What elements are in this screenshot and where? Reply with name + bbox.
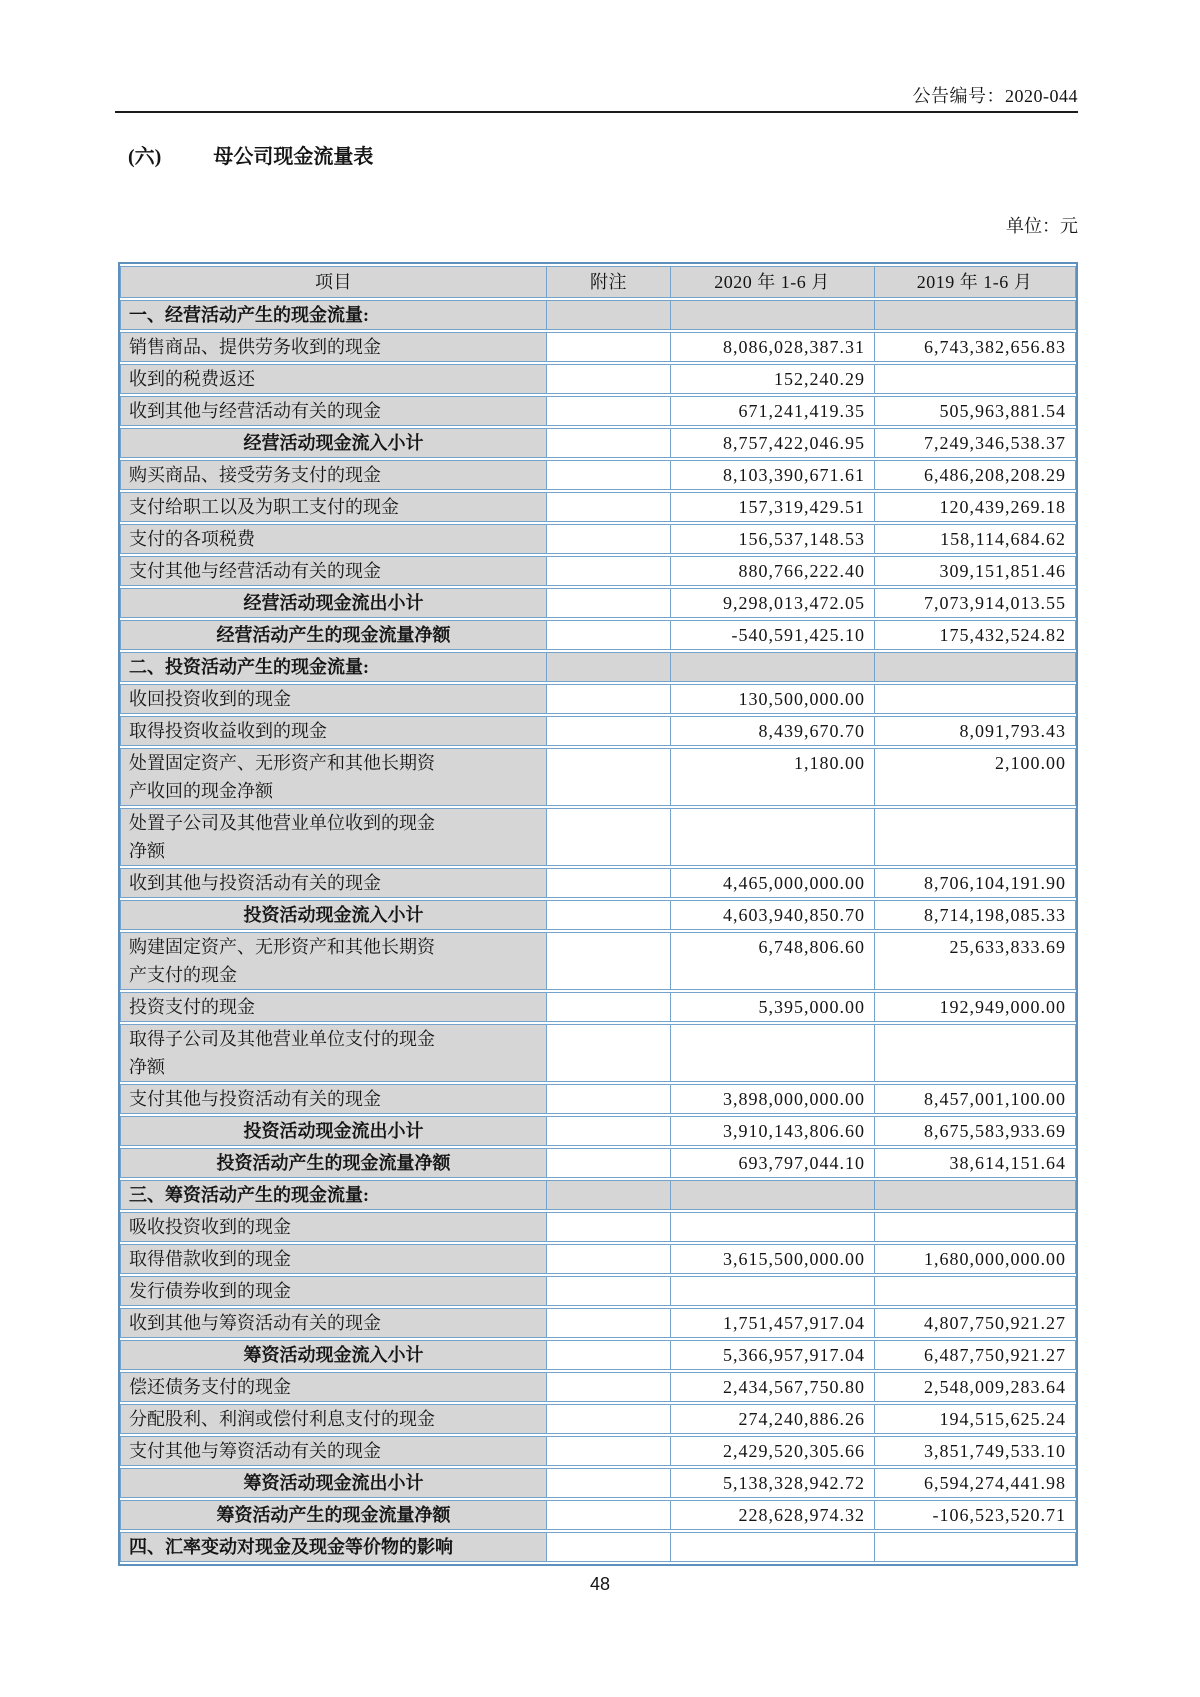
table-row	[120, 684, 1076, 714]
table-row	[120, 992, 1076, 1022]
row-label: 投资活动产生的现金流量净额	[120, 1148, 547, 1178]
page-title-text: 母公司现金流量表	[213, 146, 374, 168]
announcement-number: 公告编号：2020-044	[912, 86, 1078, 106]
row-value-2020	[670, 652, 875, 682]
table-row	[120, 1148, 1076, 1178]
row-note-cell	[546, 460, 671, 490]
table-row	[120, 1468, 1076, 1498]
row-value-2020: 5,138,328,942.72	[670, 1468, 875, 1498]
table-row	[120, 1308, 1076, 1338]
row-value-2019: 6,487,750,921.27	[874, 1340, 1076, 1370]
row-value-2019	[874, 364, 1076, 394]
row-label: 筹资活动产生的现金流量净额	[120, 1500, 547, 1530]
row-label: 收回投资收到的现金	[120, 684, 547, 714]
row-value-2020: 3,615,500,000.00	[670, 1244, 875, 1274]
row-value-2019: 6,486,208,208.29	[874, 460, 1076, 490]
row-note-cell	[546, 620, 671, 650]
row-value-2020: 8,086,028,387.31	[670, 332, 875, 362]
row-value-2020: 274,240,886.26	[670, 1404, 875, 1434]
row-label: 三、筹资活动产生的现金流量:	[120, 1180, 547, 1210]
table-row	[120, 748, 1076, 806]
row-value-2019: 2,100.00	[874, 748, 1076, 806]
row-value-2020: 4,603,940,850.70	[670, 900, 875, 930]
row-label: 偿还债务支付的现金	[120, 1372, 547, 1402]
row-note-cell	[546, 1084, 671, 1114]
row-value-2020: 2,434,567,750.80	[670, 1372, 875, 1402]
row-value-2019: 4,807,750,921.27	[874, 1308, 1076, 1338]
row-note-cell	[546, 1024, 671, 1082]
row-note-cell	[546, 1404, 671, 1434]
row-label: 取得借款收到的现金	[120, 1244, 547, 1274]
row-note-cell	[546, 932, 671, 990]
row-label: 取得子公司及其他营业单位支付的现金净额	[120, 1024, 547, 1082]
row-value-2019: 8,457,001,100.00	[874, 1084, 1076, 1114]
table-row	[120, 1436, 1076, 1466]
column-header-2019: 2019 年 1-6 月	[874, 266, 1076, 298]
table-row	[120, 808, 1076, 866]
row-label: 支付的各项税费	[120, 524, 547, 554]
row-note-cell	[546, 492, 671, 522]
table-row	[120, 1024, 1076, 1082]
row-value-2020: 693,797,044.10	[670, 1148, 875, 1178]
row-value-2020: 130,500,000.00	[670, 684, 875, 714]
row-note-cell	[546, 1372, 671, 1402]
row-value-2020	[670, 1024, 875, 1082]
row-value-2020: 8,439,670.70	[670, 716, 875, 746]
row-value-2019	[874, 808, 1076, 866]
row-label: 支付给职工以及为职工支付的现金	[120, 492, 547, 522]
table-row	[120, 428, 1076, 458]
row-value-2020: 157,319,429.51	[670, 492, 875, 522]
row-value-2020: 5,395,000.00	[670, 992, 875, 1022]
row-label: 分配股利、利润或偿付利息支付的现金	[120, 1404, 547, 1434]
row-value-2020: 1,180.00	[670, 748, 875, 806]
page-title-index: (六)	[128, 146, 162, 168]
row-label: 收到其他与投资活动有关的现金	[120, 868, 547, 898]
row-label: 经营活动现金流入小计	[120, 428, 547, 458]
row-label: 投资支付的现金	[120, 992, 547, 1022]
column-header-note: 附注	[546, 266, 671, 298]
row-label: 支付其他与筹资活动有关的现金	[120, 1436, 547, 1466]
row-note-cell	[546, 1308, 671, 1338]
row-value-2019: 7,249,346,538.37	[874, 428, 1076, 458]
page-number: 48	[589, 1574, 611, 1594]
row-value-2019	[874, 1276, 1076, 1306]
row-value-2019: 505,963,881.54	[874, 396, 1076, 426]
table-header-row	[120, 266, 1076, 298]
row-label: 收到其他与经营活动有关的现金	[120, 396, 547, 426]
row-value-2019: 8,714,198,085.33	[874, 900, 1076, 930]
row-value-2019: 25,633,833.69	[874, 932, 1076, 990]
row-value-2019: 8,706,104,191.90	[874, 868, 1076, 898]
row-value-2019: 6,594,274,441.98	[874, 1468, 1076, 1498]
table-row	[120, 396, 1076, 426]
row-value-2020	[670, 1532, 875, 1562]
row-value-2019: 158,114,684.62	[874, 524, 1076, 554]
row-note-cell	[546, 1180, 671, 1210]
row-value-2019: 8,675,583,933.69	[874, 1116, 1076, 1146]
table-row	[120, 652, 1076, 682]
row-value-2019: 192,949,000.00	[874, 992, 1076, 1022]
table-row	[120, 1212, 1076, 1242]
row-note-cell	[546, 684, 671, 714]
table-row	[120, 1404, 1076, 1434]
row-note-cell	[546, 1276, 671, 1306]
table-row	[120, 868, 1076, 898]
row-label: 投资活动现金流出小计	[120, 1116, 547, 1146]
row-value-2020: 1,751,457,917.04	[670, 1308, 875, 1338]
row-note-cell	[546, 1212, 671, 1242]
row-value-2019: 194,515,625.24	[874, 1404, 1076, 1434]
row-value-2020	[670, 1276, 875, 1306]
row-value-2020: 9,298,013,472.05	[670, 588, 875, 618]
row-label: 购买商品、接受劳务支付的现金	[120, 460, 547, 490]
row-note-cell	[546, 1532, 671, 1562]
row-value-2019: 1,680,000,000.00	[874, 1244, 1076, 1274]
row-label: 支付其他与经营活动有关的现金	[120, 556, 547, 586]
row-value-2019: 6,743,382,656.83	[874, 332, 1076, 362]
row-value-2019: 7,073,914,013.55	[874, 588, 1076, 618]
row-note-cell	[546, 396, 671, 426]
table-row	[120, 556, 1076, 586]
table-row	[120, 524, 1076, 554]
row-value-2019: -106,523,520.71	[874, 1500, 1076, 1530]
row-label: 四、汇率变动对现金及现金等价物的影响	[120, 1532, 547, 1562]
row-value-2020: 6,748,806.60	[670, 932, 875, 990]
table-row	[120, 1532, 1076, 1562]
row-note-cell	[546, 588, 671, 618]
row-label: 吸收投资收到的现金	[120, 1212, 547, 1242]
row-note-cell	[546, 868, 671, 898]
table-row	[120, 1244, 1076, 1274]
column-header-2020: 2020 年 1-6 月	[670, 266, 875, 298]
row-note-cell	[546, 364, 671, 394]
row-label: 二、投资活动产生的现金流量:	[120, 652, 547, 682]
row-note-cell	[546, 748, 671, 806]
row-note-cell	[546, 1500, 671, 1530]
row-note-cell	[546, 716, 671, 746]
row-value-2020: 8,103,390,671.61	[670, 460, 875, 490]
table-row	[120, 1180, 1076, 1210]
table-row	[120, 1116, 1076, 1146]
row-value-2020: 5,366,957,917.04	[670, 1340, 875, 1370]
row-note-cell	[546, 900, 671, 930]
row-value-2019	[874, 684, 1076, 714]
row-value-2020: 880,766,222.40	[670, 556, 875, 586]
table-row	[120, 1372, 1076, 1402]
row-note-cell	[546, 1340, 671, 1370]
table-row	[120, 1276, 1076, 1306]
row-value-2019: 8,091,793.43	[874, 716, 1076, 746]
row-value-2020	[670, 300, 875, 330]
row-note-cell	[546, 652, 671, 682]
row-value-2019: 38,614,151.64	[874, 1148, 1076, 1178]
row-label: 取得投资收益收到的现金	[120, 716, 547, 746]
row-value-2020: 4,465,000,000.00	[670, 868, 875, 898]
row-label: 支付其他与投资活动有关的现金	[120, 1084, 547, 1114]
row-note-cell	[546, 1148, 671, 1178]
row-value-2019: 175,432,524.82	[874, 620, 1076, 650]
cashflow-table	[118, 262, 1078, 1566]
row-label: 投资活动现金流入小计	[120, 900, 547, 930]
row-label: 筹资活动现金流出小计	[120, 1468, 547, 1498]
table-row	[120, 364, 1076, 394]
row-note-cell	[546, 1436, 671, 1466]
row-value-2019: 2,548,009,283.64	[874, 1372, 1076, 1402]
table-row	[120, 460, 1076, 490]
row-label: 处置固定资产、无形资产和其他长期资产收回的现金净额	[120, 748, 547, 806]
row-label: 销售商品、提供劳务收到的现金	[120, 332, 547, 362]
row-value-2019	[874, 300, 1076, 330]
column-header-item: 项目	[120, 266, 547, 298]
table-row	[120, 588, 1076, 618]
unit-label: 单位：元	[1006, 216, 1078, 236]
row-value-2020: 228,628,974.32	[670, 1500, 875, 1530]
row-note-cell	[546, 808, 671, 866]
row-label: 筹资活动现金流入小计	[120, 1340, 547, 1370]
table-row	[120, 332, 1076, 362]
table-row	[120, 300, 1076, 330]
row-note-cell	[546, 524, 671, 554]
row-value-2019	[874, 652, 1076, 682]
row-value-2020: 152,240.29	[670, 364, 875, 394]
row-label: 处置子公司及其他营业单位收到的现金净额	[120, 808, 547, 866]
row-label: 收到的税费返还	[120, 364, 547, 394]
row-value-2020: 3,910,143,806.60	[670, 1116, 875, 1146]
row-note-cell	[546, 332, 671, 362]
row-value-2020: -540,591,425.10	[670, 620, 875, 650]
row-note-cell	[546, 300, 671, 330]
row-value-2019	[874, 1024, 1076, 1082]
row-value-2020: 671,241,419.35	[670, 396, 875, 426]
header-rule	[115, 111, 1078, 113]
table-row	[120, 1084, 1076, 1114]
row-note-cell	[546, 1244, 671, 1274]
row-label: 收到其他与筹资活动有关的现金	[120, 1308, 547, 1338]
row-label: 购建固定资产、无形资产和其他长期资产支付的现金	[120, 932, 547, 990]
row-note-cell	[546, 1468, 671, 1498]
row-value-2020: 2,429,520,305.66	[670, 1436, 875, 1466]
table-row	[120, 932, 1076, 990]
row-value-2020	[670, 808, 875, 866]
row-value-2019: 309,151,851.46	[874, 556, 1076, 586]
row-value-2020	[670, 1180, 875, 1210]
row-value-2019: 3,851,749,533.10	[874, 1436, 1076, 1466]
table-row	[120, 492, 1076, 522]
row-value-2019: 120,439,269.18	[874, 492, 1076, 522]
row-value-2019	[874, 1212, 1076, 1242]
row-value-2019	[874, 1532, 1076, 1562]
row-note-cell	[546, 992, 671, 1022]
row-note-cell	[546, 1116, 671, 1146]
row-value-2019	[874, 1180, 1076, 1210]
table-row	[120, 1500, 1076, 1530]
row-note-cell	[546, 428, 671, 458]
row-label: 经营活动现金流出小计	[120, 588, 547, 618]
table-row	[120, 900, 1076, 930]
row-value-2020: 8,757,422,046.95	[670, 428, 875, 458]
row-label: 经营活动产生的现金流量净额	[120, 620, 547, 650]
table-row	[120, 716, 1076, 746]
row-note-cell	[546, 556, 671, 586]
table-row	[120, 1340, 1076, 1370]
row-label: 发行债券收到的现金	[120, 1276, 547, 1306]
row-value-2020: 156,537,148.53	[670, 524, 875, 554]
row-value-2020	[670, 1212, 875, 1242]
page-title	[128, 140, 373, 169]
row-label: 一、经营活动产生的现金流量:	[120, 300, 547, 330]
table-row	[120, 620, 1076, 650]
row-value-2020: 3,898,000,000.00	[670, 1084, 875, 1114]
